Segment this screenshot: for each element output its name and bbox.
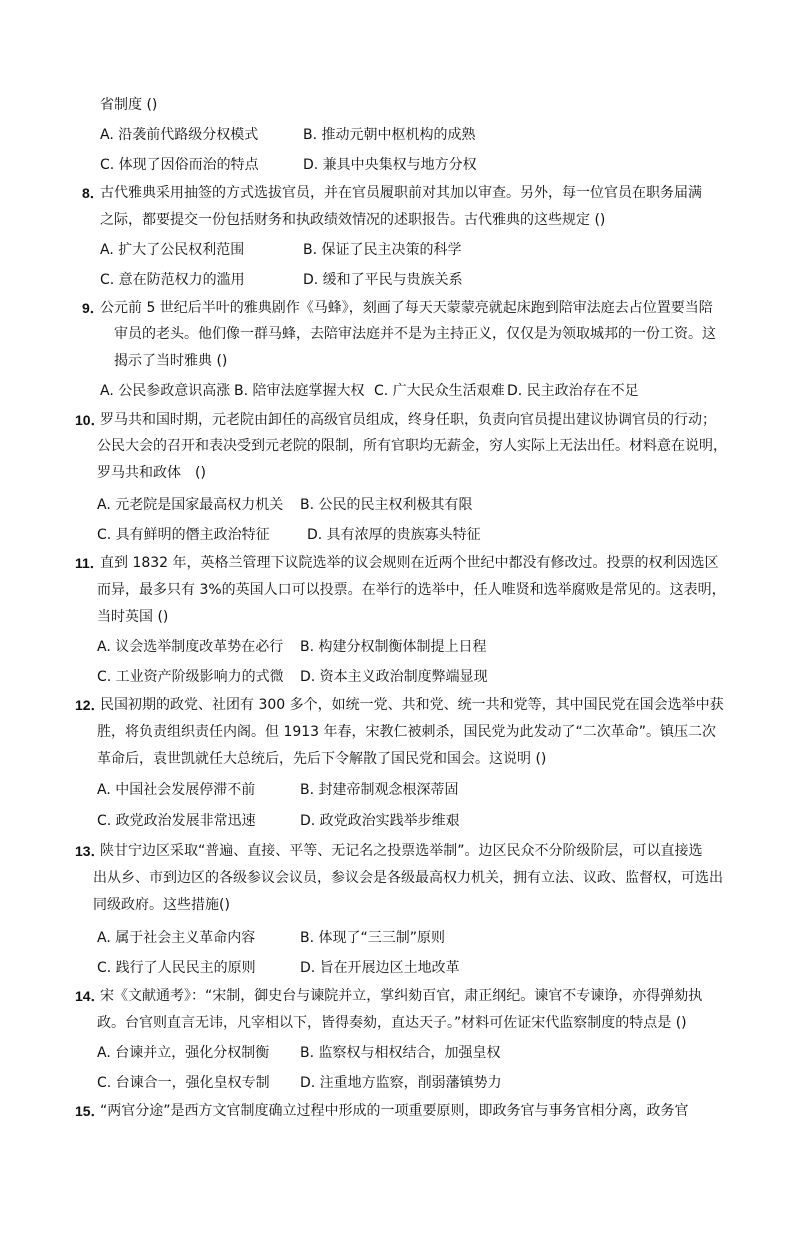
q7-option-c[interactable]: C. 体现了因俗而治的特点 <box>100 157 259 173</box>
q12-stem-line-1: 民国初期的政党、社团有 300 多个，如统一党、共和党、统一共和党等，其中国民党在国会选举中获 <box>100 697 724 713</box>
q10-option-c[interactable]: C. 具有鲜明的僭主政治特征 <box>97 527 270 543</box>
q12-number: 12． <box>75 697 105 713</box>
q14-stem-line-2: 政。台官则直言无讳，凡宰相以下，皆得奏劾，直达天子。”材料可佐证宋代监察制度的特点是 () <box>97 1015 687 1031</box>
q11-option-b[interactable]: B. 构建分权制衡体制提上日程 <box>300 639 487 655</box>
q10-option-b[interactable]: B. 公民的民主权利极其有限 <box>300 497 473 513</box>
q14-option-d[interactable]: D. 注重地方监察，削弱藩镇势力 <box>300 1075 502 1091</box>
q9-option-d[interactable]: D. 民主政治存在不足 <box>507 383 639 399</box>
q14-number: 14． <box>75 988 105 1004</box>
q10-stem-line-1: 罗马共和国时期，元老院由卸任的高级官员组成，终身任职，负责向官员提出建议协调官员的行动； <box>100 412 716 428</box>
q13-option-d[interactable]: D. 旨在开展边区土地改革 <box>300 960 460 976</box>
q14-option-b[interactable]: B. 监察权与相权结合，加强皇权 <box>300 1045 501 1061</box>
q11-stem-line-1: 直到 1832 年，英格兰管理下议院选举的议会规则在近两个世纪中都没有修改过。投票的权利因选区 <box>100 555 719 571</box>
q12-option-c[interactable]: C. 政党政治发展非常迅速 <box>97 813 256 829</box>
q9-stem-line-2: 审员的老头。他们像一群马蜂，去陪审法庭并不是为主持正义，仅仅是为领取城邦的一份工资。这 <box>114 326 716 342</box>
q15-stem-line-1: “两官分途”是西方文官制度确立过程中形成的一项重要原则，即政务官与事务官相分离，政务官 <box>100 1103 689 1119</box>
q9-option-c[interactable]: C. 广大民众生活艰难 <box>374 383 505 399</box>
q13-option-c[interactable]: C. 践行了人民民主的原则 <box>97 960 256 976</box>
q7-option-a[interactable]: A. 沿袭前代路级分权模式 <box>100 127 259 143</box>
q8-option-d[interactable]: D. 缓和了平民与贵族关系 <box>303 272 463 288</box>
q11-option-a[interactable]: A. 议会选举制度改革势在必行 <box>97 639 284 655</box>
q13-stem-line-3: 同级政府。这些措施() <box>93 897 230 913</box>
q13-option-b[interactable]: B. 体现了“三三制”原则 <box>300 930 446 946</box>
q13-stem-line-2: 出从乡、市到边区的各级参议会议员，参议会是各级最高权力机关，拥有立法、议政、监督权，可选出 <box>93 870 723 886</box>
q8-option-b[interactable]: B. 保证了民主决策的科学 <box>303 242 462 258</box>
q11-option-c[interactable]: C. 工业资产阶级影响力的式微 <box>97 669 284 685</box>
q14-option-a[interactable]: A. 台谏并立，强化分权制衡 <box>97 1045 270 1061</box>
q12-option-d[interactable]: D. 政党政治实践举步维艰 <box>300 813 460 829</box>
q13-stem-line-1: 陕甘宁边区采取“普遍、直接、平等、无记名之投票选举制”。边区民众不分阶级阶层，可以直接选 <box>100 843 703 859</box>
q7-stem-continuation: 省制度 () <box>100 97 158 113</box>
q9-option-b[interactable]: B. 陪审法庭掌握大权 <box>234 383 365 399</box>
q10-stem-line-2: 公民大会的召开和表决受到元老院的限制，所有官职均无薪金，穷人实际上无法出任。材料意在说明， <box>97 438 727 454</box>
q8-number: 8． <box>82 185 104 201</box>
q11-stem-line-2: 而异，最多只有 3%的英国人口可以投票。在举行的选举中，任人唯贤和选举腐败是常见的。这表明， <box>97 582 726 598</box>
q11-option-d[interactable]: D. 资本主义政治制度弊端显现 <box>300 669 488 685</box>
q13-number: 13． <box>75 843 105 859</box>
q14-stem-line-1: 宋《文献通考》：“宋制，御史台与谏院并立，掌纠劾百官，肃正纲纪。谏官不专谏诤，亦得弹劾执 <box>100 988 703 1004</box>
q8-option-a[interactable]: A. 扩大了公民权利范围 <box>100 242 245 258</box>
q13-option-a[interactable]: A. 属于社会主义革命内容 <box>97 930 256 946</box>
q11-number: 11． <box>75 555 104 571</box>
q9-number: 9． <box>82 300 104 316</box>
q10-number: 10． <box>75 412 105 428</box>
q10-stem-line-3: 罗马共和政体 () <box>97 465 206 481</box>
q7-option-b[interactable]: B. 推动元朝中枢机构的成熟 <box>303 127 476 143</box>
q10-option-d[interactable]: D. 具有浓厚的贵族寡头特征 <box>307 527 481 543</box>
q8-stem-line-1: 古代雅典采用抽签的方式选拔官员，并在官员履职前对其加以审查。另外，每一位官员在职务届满 <box>100 185 702 201</box>
q9-stem-line-3: 揭示了当时雅典 () <box>114 353 228 369</box>
q12-stem-line-3: 革命后，袁世凯就任大总统后，先后下令解散了国民党和国会。这说明 () <box>97 751 547 767</box>
q9-option-a[interactable]: A. 公民参政意识高涨 <box>100 383 231 399</box>
q12-option-a[interactable]: A. 中国社会发展停滞不前 <box>97 782 256 798</box>
q15-number: 15． <box>75 1103 105 1119</box>
q10-option-a[interactable]: A. 元老院是国家最高权力机关 <box>97 497 284 513</box>
q14-option-c[interactable]: C. 台谏合一，强化皇权专制 <box>97 1075 270 1091</box>
q8-option-c[interactable]: C. 意在防范权力的滥用 <box>100 272 245 288</box>
q12-option-b[interactable]: B. 封建帝制观念根深蒂固 <box>300 782 459 798</box>
q7-option-d[interactable]: D. 兼具中央集权与地方分权 <box>303 157 477 173</box>
q8-stem-line-2: 之际，都要提交一份包括财务和执政绩效情况的述职报告。古代雅典的这些规定 () <box>100 212 606 228</box>
q9-stem-line-1: 公元前 5 世纪后半叶的雅典剧作《马蜂》，刻画了每天天蒙蒙亮就起床跑到陪审法庭去占位置要当陪 <box>100 300 713 316</box>
q12-stem-line-2: 胜，将负责组织责任内阁。但 1913 年春，宋教仁被刺杀，国民党为此发动了“二次革命”。镇压二次 <box>97 724 717 740</box>
q11-stem-line-3: 当时英国 () <box>97 609 169 625</box>
